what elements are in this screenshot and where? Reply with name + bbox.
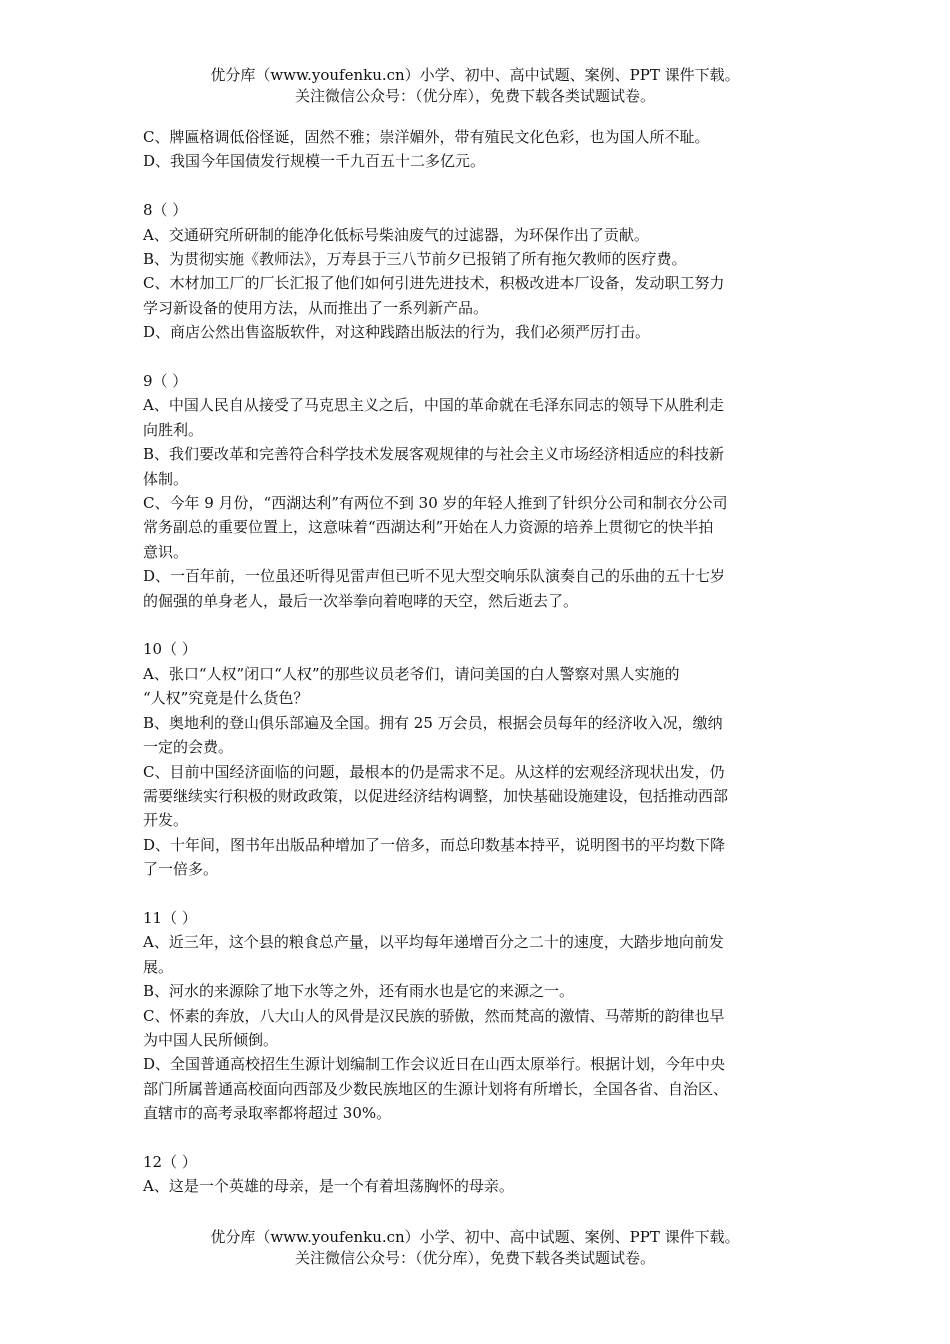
text-line: 常务副总的重要位置上，这意味着“西湖达利”开始在人力资源的培养上贯彻它的快半拍 [143, 518, 714, 537]
text-line: 向胜利。 [143, 420, 204, 439]
page-header [0, 65, 950, 107]
text-line: 8（ ） [143, 201, 188, 220]
text-line: A、近三年，这个县的粮食总产量，以平均每年递增百分之二十的速度，大踏步地向前发 [143, 933, 724, 952]
text-line: 了一倍多。 [143, 860, 219, 879]
text-line: A、中国人民自从接受了马克思主义之后，中国的革命就在毛泽东同志的领导下从胜利走 [143, 396, 724, 415]
text-line: 12（ ） [143, 1152, 197, 1171]
blank-line [143, 882, 811, 906]
header-line-2: 关注微信公众号：（优分库），免费下载各类试题试卷。 [294, 87, 655, 105]
text-line: B、河水的来源除了地下水等之外，还有雨水也是它的来源之一。 [143, 982, 575, 1001]
text-line: C、木材加工厂的厂长汇报了他们如何引进先进技术，积极改进本厂设备，发动职工努力 [143, 274, 725, 293]
blank-line [143, 613, 811, 637]
text-line: 学习新设备的使用方法，从而推出了一系列新产品。 [143, 298, 489, 317]
text-line: 开发。 [143, 811, 189, 830]
text-line: 意识。 [143, 542, 189, 561]
footer-line-2: 关注微信公众号：（优分库），免费下载各类试题试卷。 [294, 1249, 655, 1267]
page-footer [0, 1227, 950, 1269]
blank-line [143, 345, 811, 369]
text-line: B、为贯彻实施《教师法》，万寿县于三八节前夕已报销了所有拖欠教师的医疗费。 [143, 250, 687, 269]
text-line: A、这是一个英雄的母亲，是一个有着坦荡胸怀的母亲。 [143, 1177, 514, 1196]
text-line: 体制。 [143, 469, 189, 488]
text-line: 需要继续实行积极的财政政策，以促进经济结构调整，加快基础设施建设，包括推动西部 [143, 786, 729, 805]
footer-line-1: 优分库（www.youfenku.cn）小学、初中、高中试题、案例、PPT 课件下载。 [210, 1228, 740, 1246]
header-line-1: 优分库（www.youfenku.cn）小学、初中、高中试题、案例、PPT 课件下载。 [210, 66, 740, 84]
text-line: 为中国人民所倾倒。 [143, 1030, 279, 1049]
text-line: C、目前中国经济面临的问题，最根本的仍是需求不足。从这样的宏观经济现状出发，仍 [143, 762, 725, 781]
text-line: 9（ ） [143, 372, 188, 391]
text-line: A、交通研究所研制的能净化低标号柴油废气的过滤器，为环保作出了贡献。 [143, 225, 649, 244]
text-line: 部门所属普通高校面向西部及少数民族地区的生源计划将有所增长，全国各省、自治区、 [143, 1079, 729, 1098]
text-line: D、我国今年国债发行规模一千九百五十二多亿元。 [143, 152, 486, 171]
text-line: B、我们要改革和完善符合科学技术发展客观规律的与社会主义市场经济相适应的科技新 [143, 445, 725, 464]
text-line: 11（ ） [143, 908, 197, 927]
text-line: C、今年 9 月份，“西湖达利”有两位不到 30 岁的年轻人推到了针织分公司和制衣分公司 [143, 494, 728, 513]
text-line: B、奥地利的登山俱乐部遍及全国。拥有 25 万会员，根据会员每年的经济收入况，缴纳 [143, 713, 723, 732]
text-line: 的倔强的单身老人，最后一次举拳向着咆哮的天空，然后逝去了。 [143, 591, 579, 610]
text-line: 展。 [143, 957, 174, 976]
text-line: C、牌匾格调低俗怪诞，固然不雅；崇洋媚外，带有殖民文化色彩，也为国人所不耻。 [143, 128, 710, 146]
text-line: “人权”究竟是什么货色？ [143, 689, 309, 708]
text-line: D、一百年前，一位虽还听得见雷声但已听不见大型交响乐队演奏自己的乐曲的五十七岁 [143, 567, 726, 586]
text-line: D、全国普通高校招生生源计划编制工作会议近日在山西太原举行。根据计划，今年中央 [143, 1055, 726, 1074]
blank-line [143, 174, 811, 198]
text-line: 10（ ） [143, 640, 197, 659]
text-line: A、张口“人权”闭口“人权”的那些议员老爷们，请问美国的白人警察对黑人实施的 [143, 664, 680, 683]
text-line: 一定的会费。 [143, 738, 234, 757]
blank-line [143, 1126, 811, 1150]
text-line: C、怀素的奔放，八大山人的风骨是汉民族的骄傲，然而梵高的激情、马蒂斯的韵律也早 [143, 1006, 725, 1025]
text-line: D、十年间，图书年出版品种增加了一倍多，而总印数基本持平，说明图书的平均数下降 [143, 835, 726, 854]
document-body [143, 125, 811, 1199]
text-line: 直辖市的高考录取率都将超过 30%。 [143, 1104, 392, 1123]
text-line: D、商店公然出售盗版软件，对这种践踏出版法的行为，我们必须严厉打击。 [143, 323, 651, 342]
